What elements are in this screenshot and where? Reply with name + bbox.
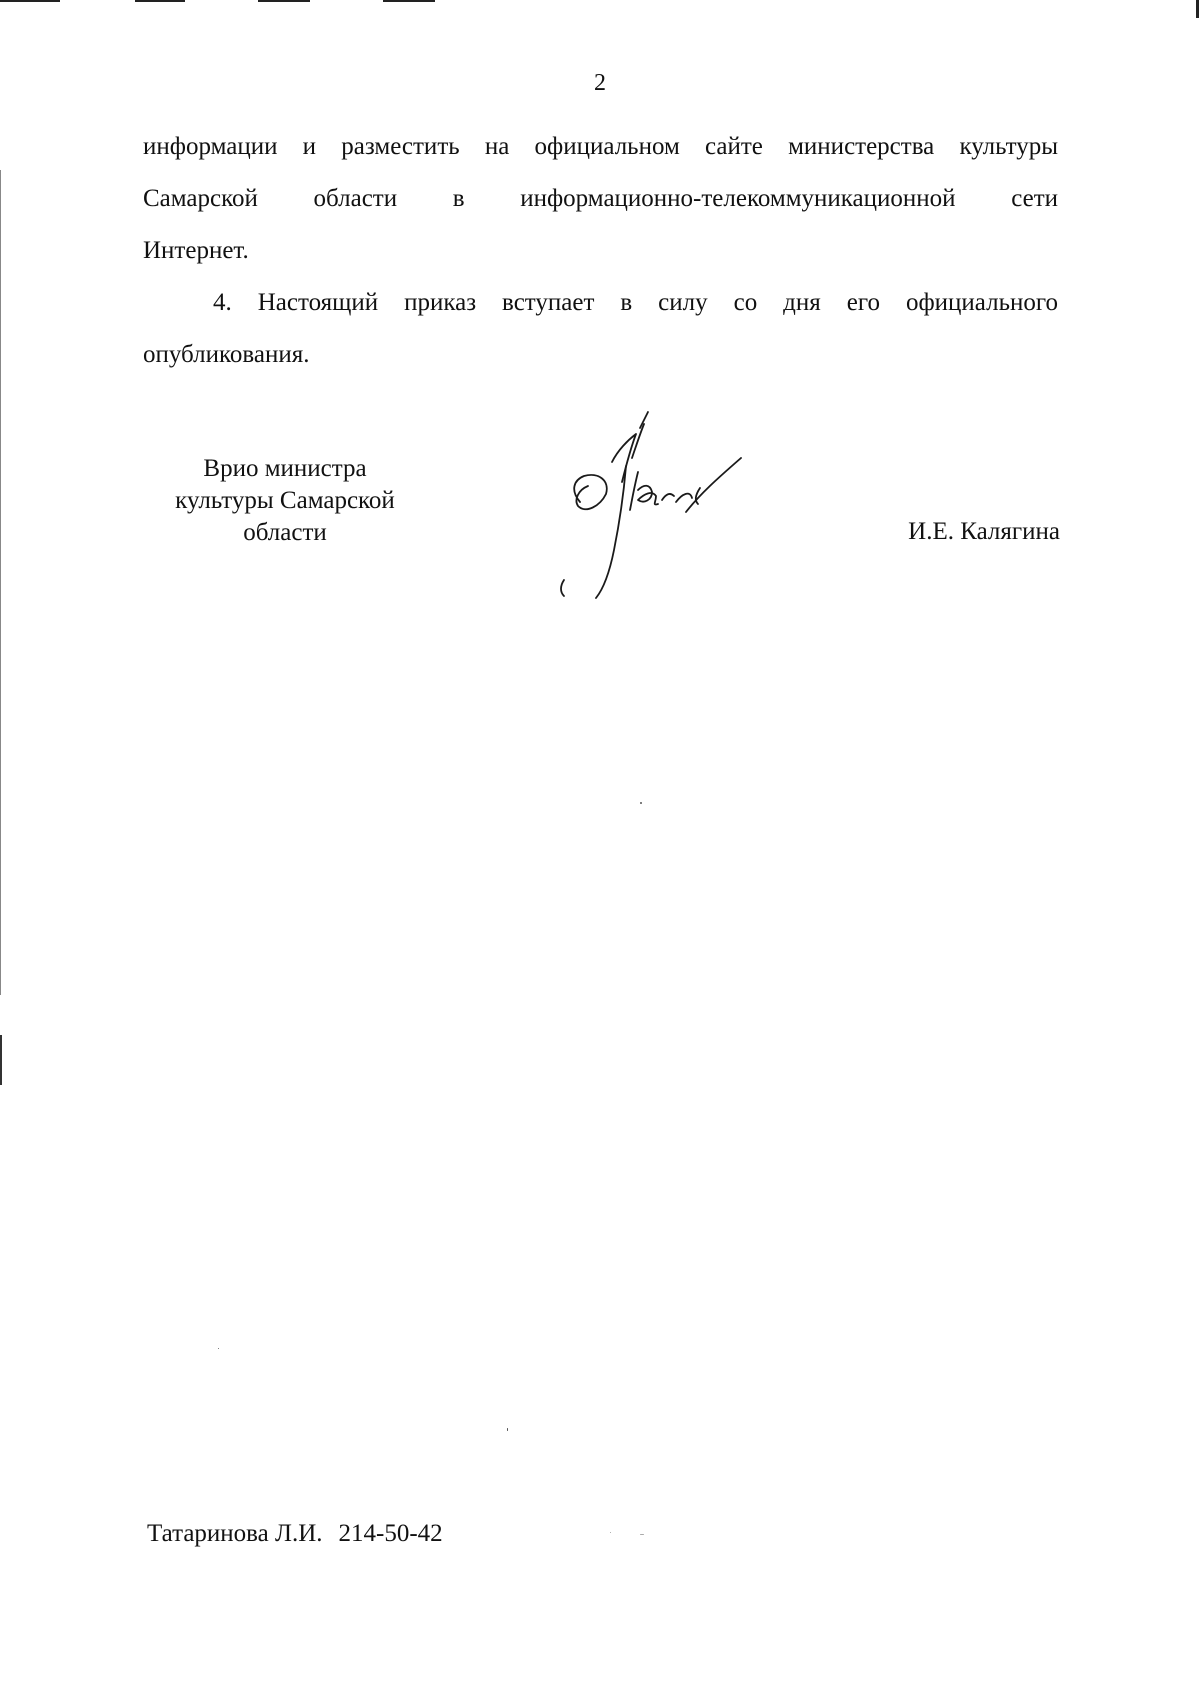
scan-speck <box>610 1532 611 1533</box>
text-line: информации и разместить на официальном сайте министерства культуры <box>143 133 1058 160</box>
signer-name: И.Е. Калягина <box>908 518 1060 545</box>
scan-speck <box>218 1348 219 1349</box>
signatory-position-line: области <box>243 519 327 546</box>
scan-mark <box>258 0 310 2</box>
signatory-position-line: культуры Самарской <box>175 487 395 514</box>
text-line: Интернет. <box>143 237 249 264</box>
signatory-position-line: Врио министра <box>203 455 367 482</box>
executor-name: Татаринова Л.И. <box>147 1520 323 1547</box>
executor-phone: 214-50-42 <box>338 1520 443 1547</box>
scan-speck <box>640 1534 644 1535</box>
text-line: Самарской области в информационно-телекоммуникационной сети <box>143 185 1058 212</box>
scan-mark <box>383 0 435 2</box>
scan-edge-line <box>0 1035 2 1085</box>
handwritten-signature <box>540 410 760 610</box>
scan-speck <box>640 802 642 804</box>
paragraph <box>143 277 1058 381</box>
text-line: 4. Настоящий приказ вступает в силу со дня его официального <box>213 289 1058 316</box>
executor-info <box>147 1520 443 1548</box>
scan-mark <box>0 0 60 2</box>
text-line: опубликования. <box>143 341 310 368</box>
signatory-position <box>140 453 430 549</box>
scan-edge-line <box>0 170 1 995</box>
page-number: 2 <box>594 70 606 96</box>
scan-mark <box>135 0 185 2</box>
scan-speck <box>507 1428 508 1431</box>
scan-edge-line <box>1196 0 1199 18</box>
paragraph <box>143 121 1058 277</box>
